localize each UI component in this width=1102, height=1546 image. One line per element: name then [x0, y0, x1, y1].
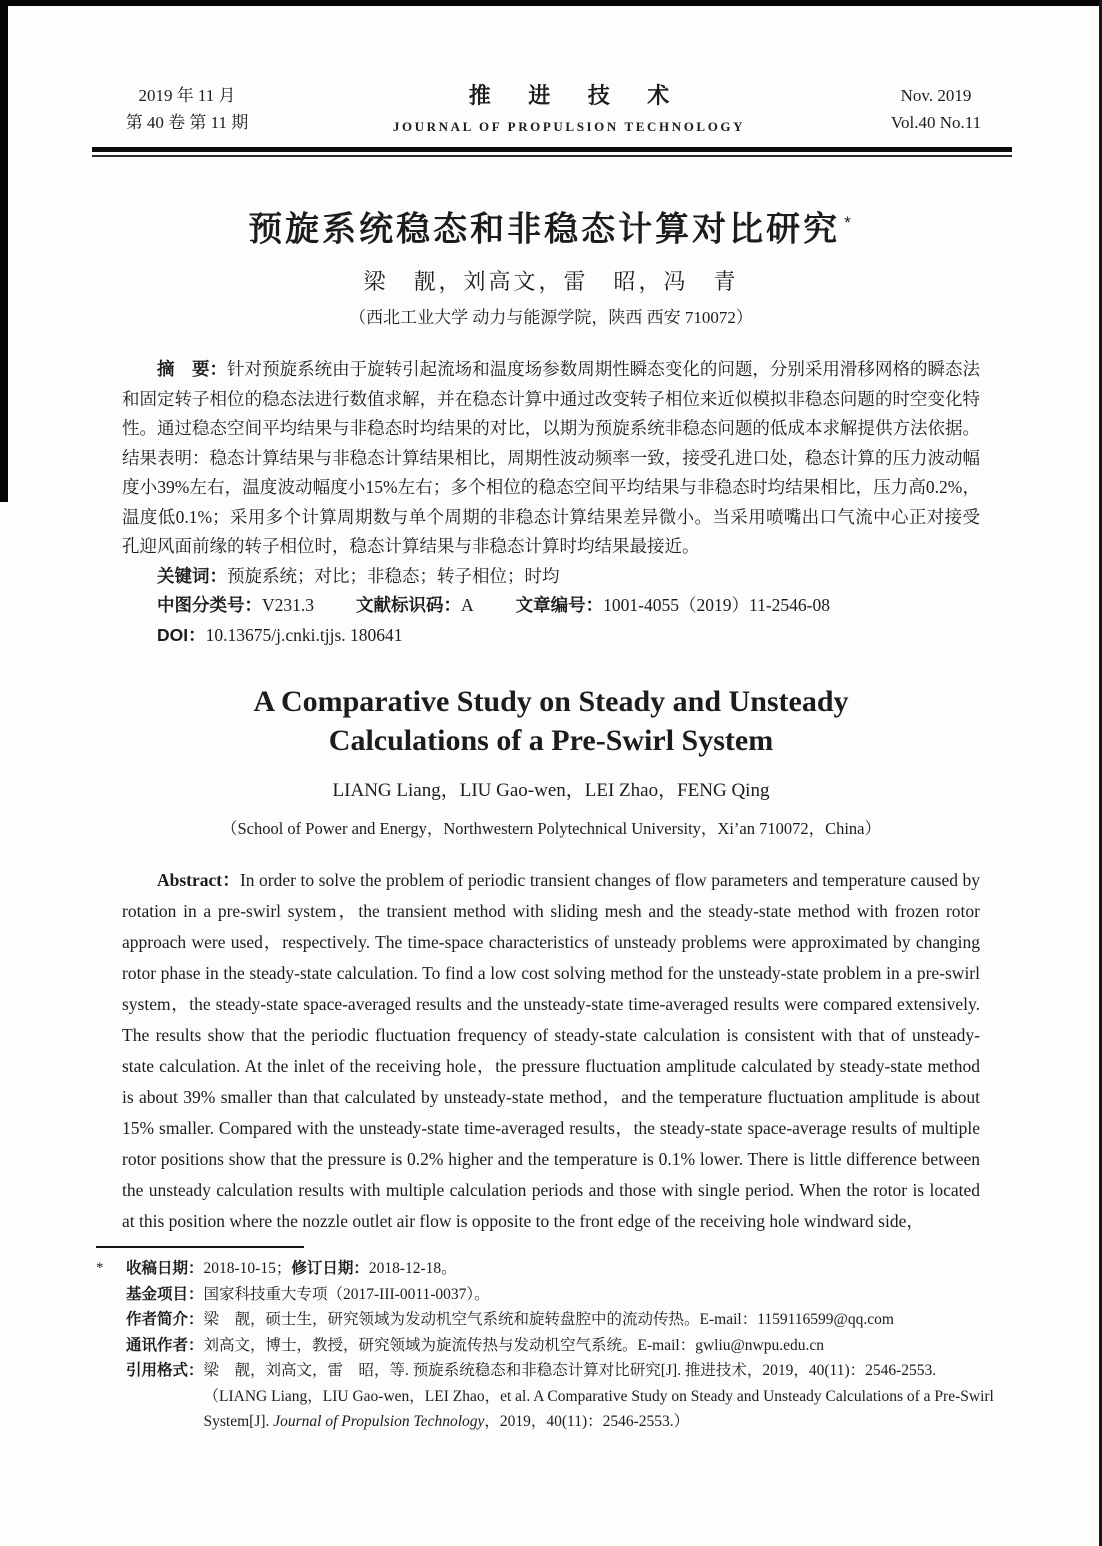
header-rule	[92, 147, 1012, 157]
keywords-text: 预旋系统；对比；非稳态；转子相位；时均	[227, 565, 560, 586]
affiliation-en: （School of Power and Energy，Northwestern Polytechnical University，Xi’an 710072，China）	[220, 819, 882, 839]
header-volume-en: Vol.40 No.11	[890, 113, 982, 132]
clc-label: 中图分类号：	[157, 595, 262, 616]
footnote-corresponding	[96, 1333, 1016, 1359]
header-volume-cn: 第 40 卷 第 11 期	[125, 113, 249, 132]
header-rule-thick	[92, 147, 1012, 152]
scan-border-left	[0, 0, 8, 502]
revised-label: 修订日期：	[291, 1260, 369, 1278]
authors-cn: 梁 靓，刘高文，雷 昭，冯 青	[363, 269, 739, 295]
received-value: 2018-10-15；	[203, 1260, 292, 1278]
doc-code-value: A	[461, 595, 474, 616]
title-footnote-marker: *	[844, 213, 854, 232]
doc-code-label: 文献标识码：	[356, 595, 462, 616]
clc-line	[122, 591, 980, 621]
footnote-asterisk: *	[96, 1260, 104, 1277]
citation-label: 引用格式：	[126, 1362, 204, 1380]
abstract-cn-label: 摘 要：	[157, 359, 228, 380]
doi-value: 10.13675/j.cnki.tjjs. 180641	[205, 624, 403, 645]
citation-en-post: ，2019，40(11)：2546-2553.）	[484, 1413, 690, 1431]
header-date-cn: 2019 年 11 月	[138, 86, 236, 105]
citation-en	[204, 1384, 1016, 1435]
fund-label: 基金项目：	[126, 1285, 204, 1303]
keywords-line	[122, 562, 980, 592]
abstract-en	[122, 865, 980, 1237]
affiliation-cn: （西北工业大学 动力与能源学院，陕西 西安 710072）	[349, 308, 753, 328]
paper-title-cn-text: 预旋系统稳态和非稳态计算对比研究	[248, 210, 841, 249]
footnote-bio	[96, 1307, 1016, 1333]
abstract-en-text: In order to solve the problem of periodic transient changes of flow parameters and temperature caused by rotation in a pre-swirl system，the transient method with sliding mesh and the steady-state method with frozen rotor approach were used，respectively. The time-space characteristics of unsteady problems were approximated by changing rotor phase in the steady-state calculation. To find a low cost solving method for the unsteady-state problem in a pre-swirl system，the steady-state space-averaged results and the unsteady-state time-averaged results were compared extensively. The results show that the periodic fluctuation frequency of steady-state calculation is consistent with that of unsteady-state calculation. At the inlet of the receiving hole，the pressure fluctuation amplitude calculated by steady-state method is about 39% smaller than that calculated by unsteady-state method，and the temperature fluctuation amplitude is about 15% smaller. Compared with the unsteady-state time-averaged results，the steady-state space-average results of multiple rotor positions show that the pressure is 0.2% higher and the temperature is 0.1% lower. There is little difference between the unsteady calculation results with multiple calculation periods and those with single period. When the rotor is located at this position where the nozzle outlet air flow is opposite to the front edge of the receiving hole windward side，	[122, 870, 981, 1232]
citation-en-journal: Journal of Propulsion Technology	[273, 1413, 485, 1431]
paper-title-cn	[122, 201, 980, 251]
citation-content	[204, 1358, 1016, 1435]
header-issue-block-en	[856, 82, 1016, 136]
header-rule-thin	[92, 155, 1012, 157]
paper-title-en-line2: Calculations of a Pre-Swirl System	[328, 724, 774, 758]
keywords-label: 关键词：	[157, 565, 227, 586]
article-id-value: 1001-4055（2019）11-2546-08	[603, 595, 830, 616]
abstract-cn	[122, 355, 980, 562]
fund-value: 国家科技重大专项（2017-III-0011-0037）。	[203, 1285, 490, 1303]
paper-body	[122, 201, 980, 1237]
paper-title-en-line1: A Comparative Study on Steady and Unsteady	[253, 685, 849, 719]
footnote-rule	[96, 1246, 304, 1248]
corresponding-label: 通讯作者：	[126, 1336, 204, 1354]
footnotes	[96, 1246, 1016, 1435]
authors-en: LIANG Liang，LIU Gao-wen，LEI Zhao，FENG Qing	[332, 780, 770, 802]
doi-label: DOI：	[157, 624, 206, 645]
corresponding-value: 刘高文，博士，教授，研究领域为旋流传热与发动机空气系统。E-mail：gwliu@nwpu.edu.cn	[203, 1336, 824, 1354]
abstract-cn-text: 针对预旋系统由于旋转引起流场和温度场参数周期性瞬态变化的问题，分别采用滑移网格的瞬态法和固定转子相位的稳态法进行数值求解，并在稳态计算中通过改变转子相位来近似模拟非稳态问题的时空变化特性。通过稳态空间平均结果与非稳态时均结果的对比，以期为预旋系统非稳态问题的低成本求解提供方法依据。结果表明：稳态计算结果与非稳态计算结果相比，周期性波动频率一致，接受孔进口处，稳态计算的压力波动幅度小39%左右，温度波动幅度小15%左右；多个相位的稳态空间平均结果与非稳态时均结果相比，压力高0.2%，温度低0.1%；采用多个计算周期数与单个周期的非稳态计算结果差异微小。当采用喷嘴出口气流中心正对接受孔迎风面前缘的转子相位时，稳态计算结果与非稳态计算时均结果最接近。	[122, 359, 981, 557]
revised-value: 2018-12-18。	[368, 1260, 457, 1278]
clc-value: V231.3	[262, 595, 315, 616]
header-date-en: Nov. 2019	[900, 86, 972, 105]
journal-header	[92, 82, 1016, 140]
doi-line	[122, 621, 980, 651]
footnote-fund	[96, 1282, 1016, 1308]
footnote-dates-text	[126, 1256, 1016, 1282]
journal-title-block	[282, 82, 856, 140]
journal-title-cn: 推 进 技 术	[468, 83, 686, 108]
scan-border-top	[0, 0, 1102, 6]
received-label: 收稿日期：	[126, 1260, 204, 1278]
article-id-label: 文章编号：	[515, 595, 604, 616]
citation-cn: 梁 靓，刘高文，雷 昭，等. 预旋系统稳态和非稳态计算对比研究[J]. 推进技术，2019，40(11)：2546-2553.	[203, 1362, 937, 1380]
bio-label: 作者简介：	[126, 1311, 204, 1329]
abstract-en-label: Abstract：	[157, 870, 240, 891]
bio-value: 梁 靓，硕士生，研究领域为发动机空气系统和旋转盘腔中的流动传热。E-mail：1159116599@qq.com	[203, 1311, 894, 1329]
footnote-citation	[96, 1358, 1016, 1435]
paper-title-en	[122, 682, 980, 760]
footnote-dates	[96, 1256, 1016, 1282]
journal-title-en: JOURNAL OF PROPULSION TECHNOLOGY	[392, 119, 746, 134]
header-issue-block	[92, 82, 282, 136]
citation-en-pre: （LIANG Liang，LIU Gao-wen，LEI Zhao，et al. A Comparative Study on Steady and Unsteady Calculations of a Pre-Swirl System[J].	[203, 1387, 994, 1431]
